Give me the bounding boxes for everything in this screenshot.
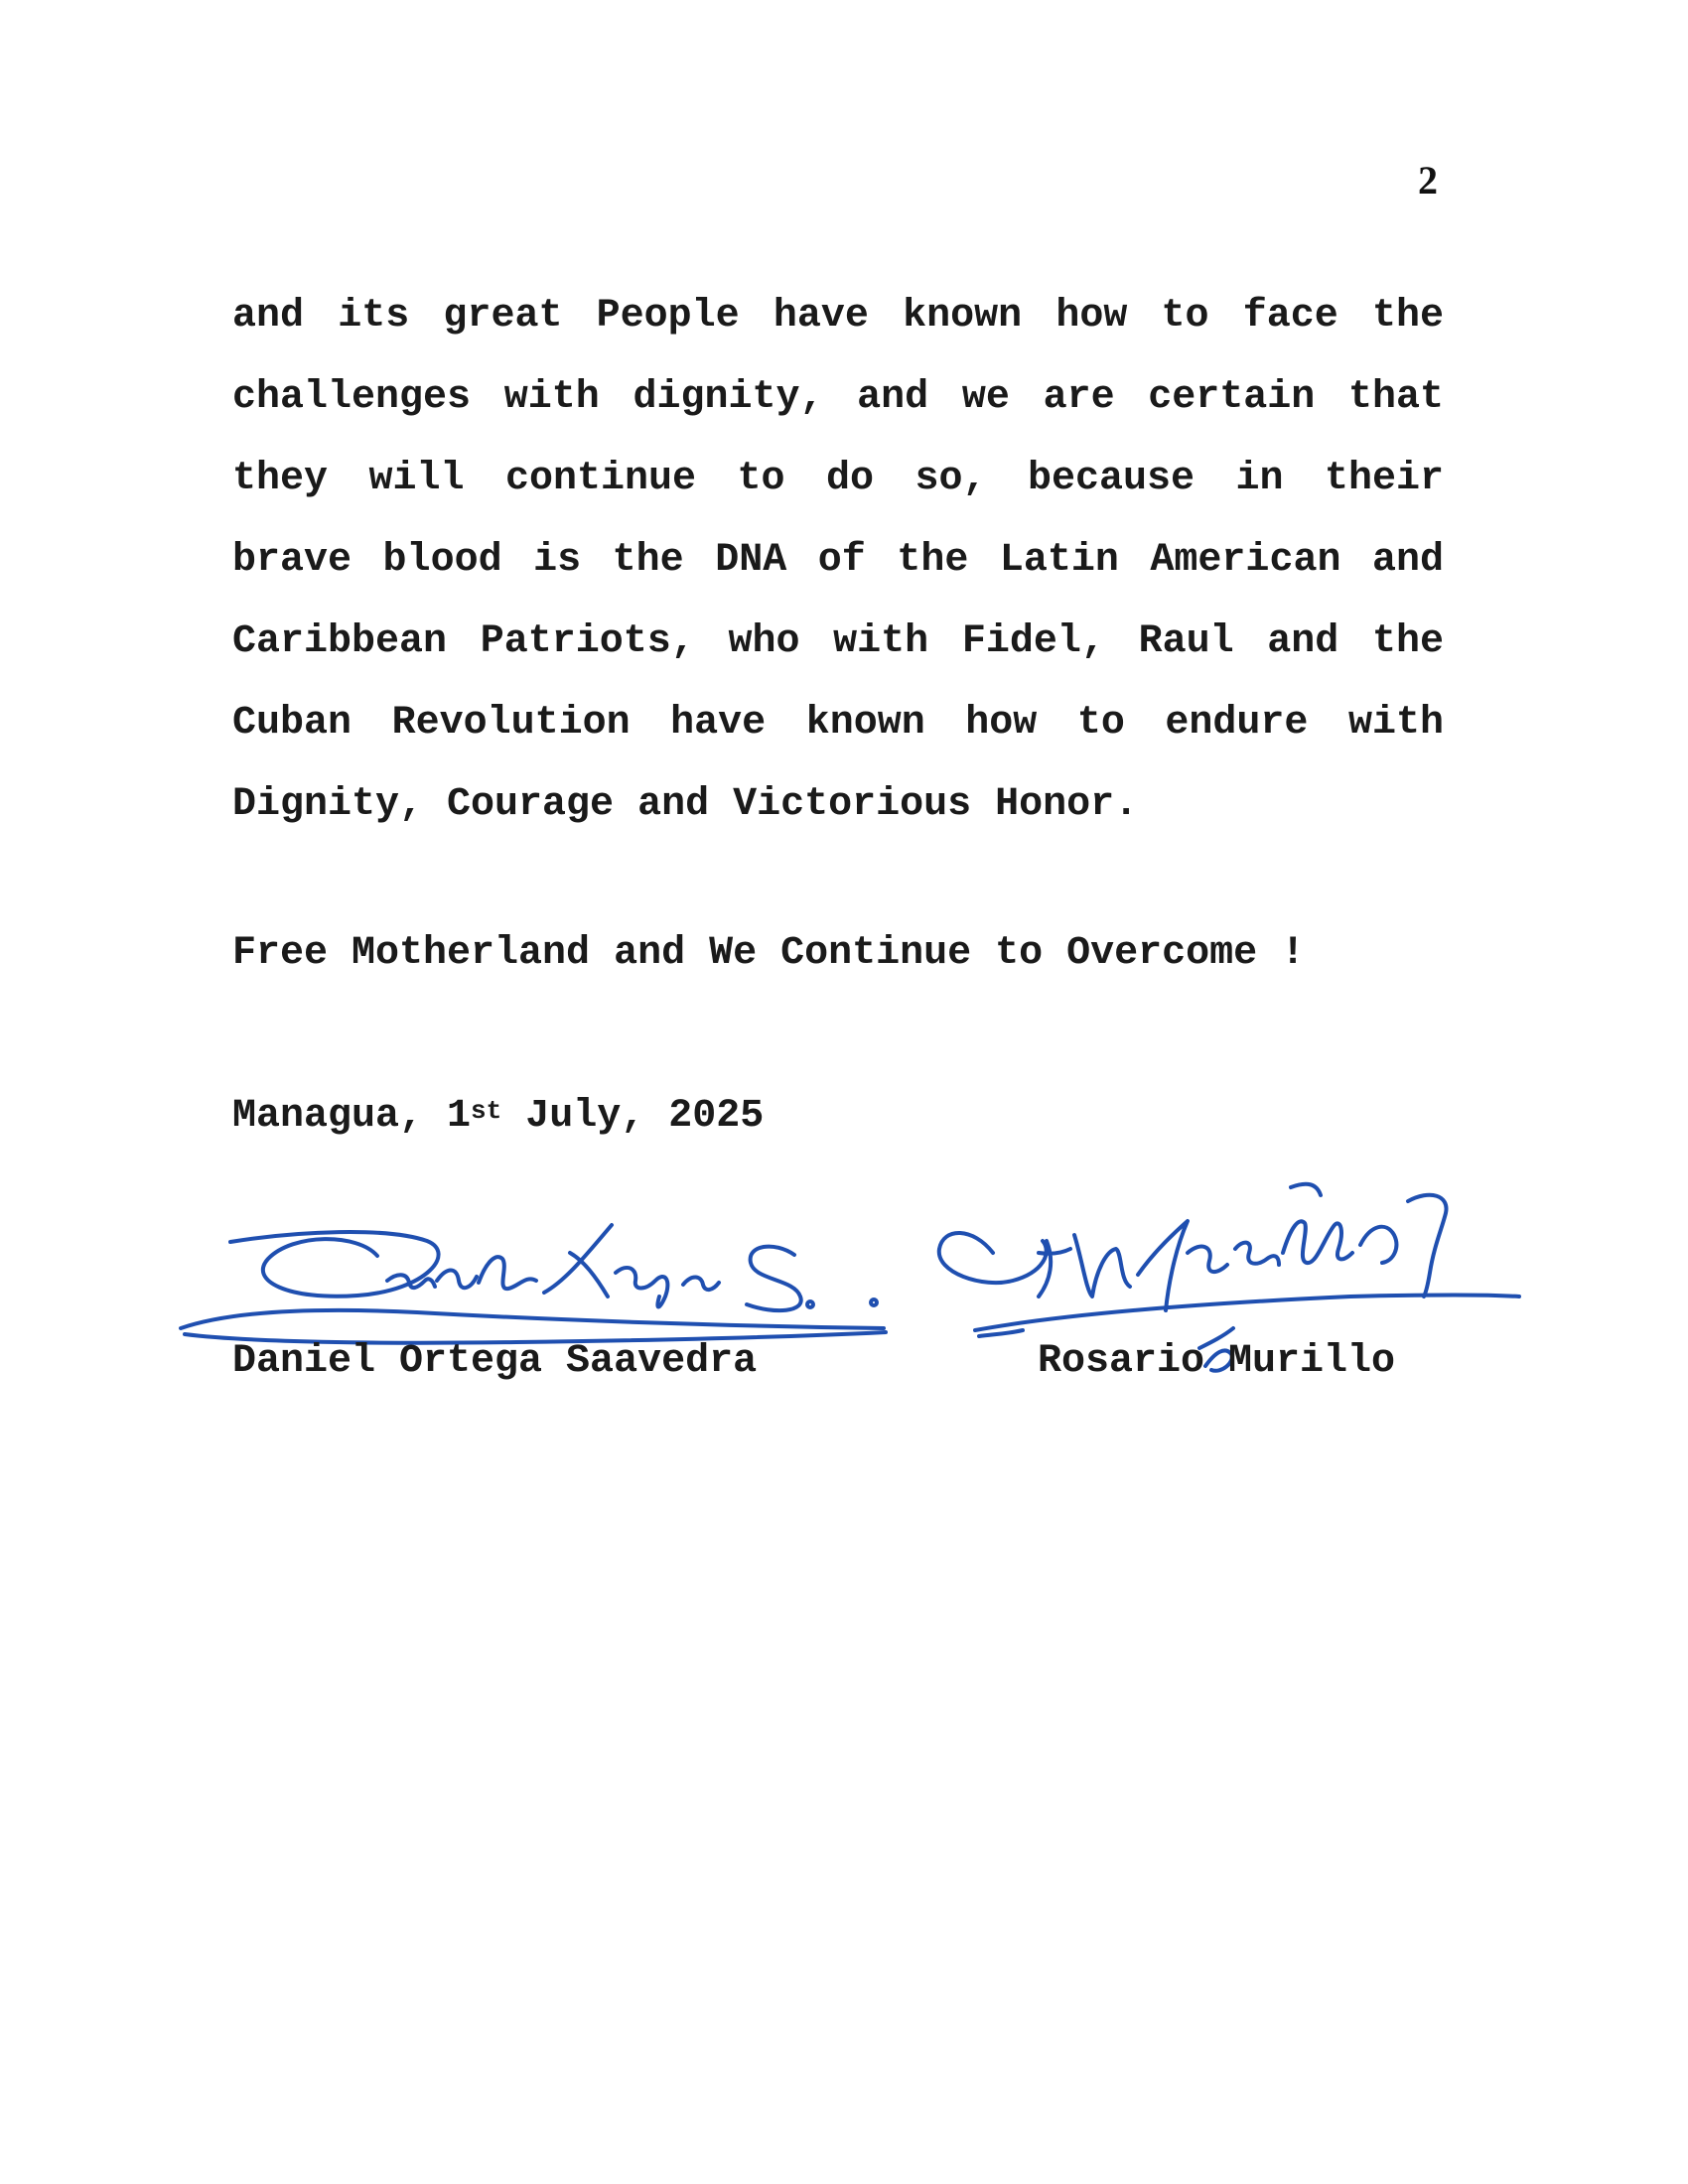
place-and-date <box>232 1089 764 1145</box>
body-line: challenges with dignity, and we are certain that <box>232 375 1444 420</box>
signer-name-daniel-ortega: Daniel Ortega Saavedra <box>232 1339 758 1384</box>
body-line: and its great People have known how to face the <box>232 294 1444 339</box>
body-line: they will continue to do so, because in their <box>232 457 1444 501</box>
closing-motto: Free Motherland and We Continue to Overcome ! <box>232 931 1306 976</box>
page-number: 2 <box>1418 158 1438 203</box>
body-paragraph <box>232 276 1444 846</box>
date-rest: July, 2025 <box>501 1094 765 1139</box>
date-ordinal-suffix: st <box>471 1096 502 1126</box>
body-line: Dignity, Courage and Victorious Honor. <box>232 782 1139 827</box>
signature-daniel-ortega <box>181 1225 886 1343</box>
body-line: Caribbean Patriots, who with Fidel, Raul and the <box>232 619 1444 664</box>
body-line: brave blood is the DNA of the Latin American and <box>232 538 1444 583</box>
signer-name-rosario-murillo: Rosario Murillo <box>1038 1339 1396 1384</box>
body-line: Cuban Revolution have known how to endure with <box>232 701 1444 746</box>
date-place: Managua, 1 <box>232 1094 472 1139</box>
